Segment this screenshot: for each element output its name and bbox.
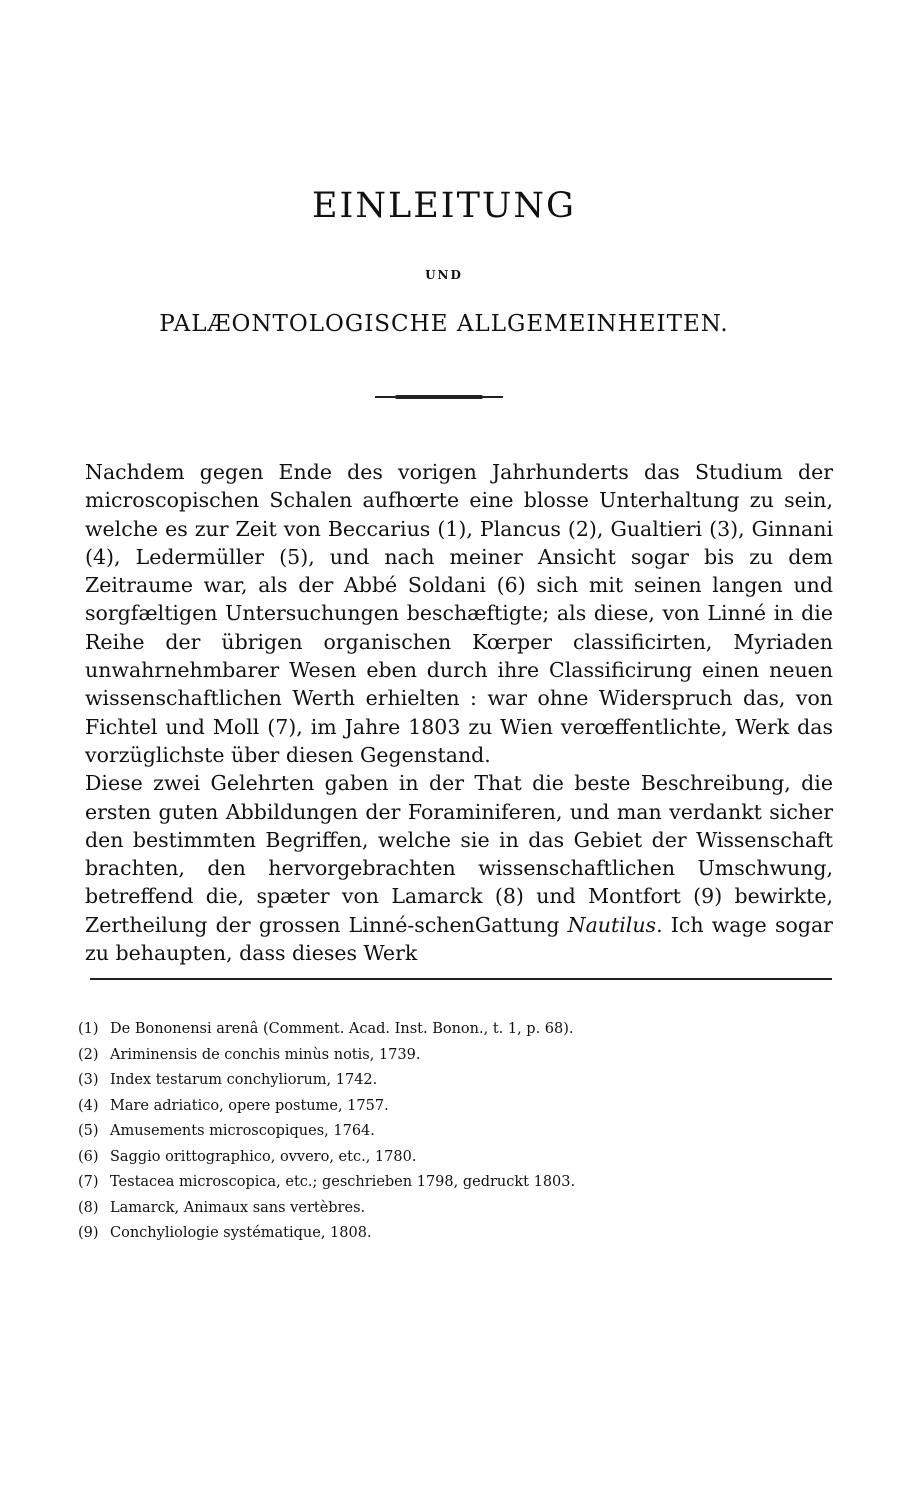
footnote-text: Ariminensis de conchis minùs notis, 1739. — [110, 1046, 421, 1063]
footnote-number: (1) — [78, 1021, 99, 1037]
footnote-text: Conchyliologie systématique, 1808. — [110, 1225, 372, 1241]
footnote-text: Lamarck, Animaux sans vertèbres. — [110, 1199, 366, 1216]
footnote-number: (6) — [78, 1148, 99, 1165]
chapter-title: EINLEITUNG — [311, 186, 577, 226]
footnote-number: (9) — [78, 1225, 99, 1241]
footnote-number: (3) — [78, 1072, 99, 1088]
footnote-text: Amusements microscopiques, 1764. — [110, 1123, 375, 1139]
footnote-number: (4) — [78, 1097, 99, 1114]
footnote-item — [78, 1170, 838, 1196]
paragraph-1-text: Nachdem gegen Ende des vorigen Jahrhunderts das Studium der microscopischen Schalen aufhœrte eine blosse Unterhaltung zu sein, welche es zur Zeit von Beccarius (1), Plancus (2), Gualtieri (3), Ginnani (4), Ledermüller (5), und nach meiner Ansicht sogar bis zu dem Zeitraume war, als der Abbé Soldani (6) sich mit seinen langen und sorgfæltigen Untersuchungen beschæftigte; als diese, von Linné in die Reihe der übrigen organischen Kœrper classificirten, Myriaden unwahrnehmbarer Wesen eben durch ihre Classificirung einen neuen wissenschaftlichen Werth erhielten : war ohne Widerspruch das, von Fichtel und Moll (7), im Jahre 1803 zu Wien verœffentlichte, Werk das vorzüglichste über diesen Gegenstand. — [85, 460, 833, 767]
chapter-subtitle: PALÆONTOLOGISCHE ALLGEMEINHEITEN. — [159, 311, 729, 337]
chapter-conjunction: UND — [425, 268, 463, 282]
decorative-rule — [375, 396, 503, 398]
footnote-item — [78, 1221, 838, 1247]
main-text — [85, 458, 833, 967]
footnote-item — [78, 1094, 838, 1120]
paragraph-2-end: . Ich wage sogar zu behaupten, dass dieses Werk — [85, 912, 833, 966]
footnote-item — [78, 1145, 838, 1171]
paragraph-2-start: Diese zwei Gelehrten gaben in der That die beste Beschreibung, die ersten guten Abbildungen der Foraminiferen, und man verdankt sicher den bestimmten Begriffen, welche sie in das Gebiet der Wissenschaft brachten, den hervorgebrachten wissenschaftlichen Umschwung, betreffend die, spæter von Lamarck (8) und Montfort (9) bewirkte, Zertheilung der grossen Linné-schenGattung — [85, 771, 833, 937]
footnote-text: De Bononensi arenâ (Comment. Acad. Inst. Bonon., t. 1, p. 68). — [110, 1021, 574, 1037]
footnote-text: Index testarum conchyliorum, 1742. — [110, 1072, 378, 1088]
paragraph-2 — [85, 769, 833, 967]
footnote-text: Mare adriatico, opere postume, 1757. — [110, 1097, 389, 1114]
footnote-number: (5) — [78, 1123, 99, 1139]
footnote-number: (2) — [78, 1046, 99, 1063]
footnote-text: Testacea microscopica, etc.; geschrieben 1798, gedruckt 1803. — [110, 1174, 576, 1190]
footnote-text: Saggio orittographico, ovvero, etc., 1780. — [110, 1148, 417, 1165]
footnote-item — [78, 1068, 838, 1094]
footnote-item — [78, 1017, 838, 1043]
paragraph-1 — [85, 458, 833, 769]
footnote-item — [78, 1119, 838, 1145]
paragraph-2-genus: Nautilus — [567, 912, 657, 937]
footnote-number: (8) — [78, 1199, 99, 1216]
footnote-item — [78, 1196, 838, 1222]
footnote-list — [78, 1017, 838, 1247]
footnote-item — [78, 1043, 838, 1069]
footnote-divider — [90, 978, 832, 980]
footnote-number: (7) — [78, 1174, 99, 1190]
